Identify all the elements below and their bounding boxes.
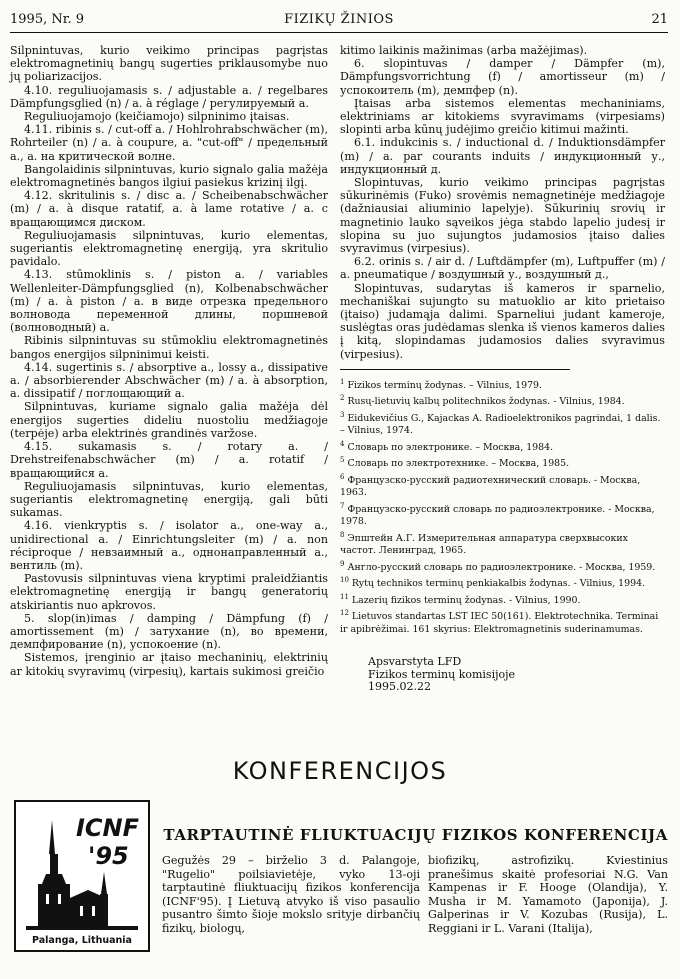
term-entry: 6. slopintuvas / damper / Dämpfer (m), Dämpfungsvorrichtung (f) / amortisseur (m) / успокоитель (m), демпфер (n). <box>340 57 665 97</box>
page-header <box>10 10 668 33</box>
footnote: $^1$ Fizikos terminų žodynas. – Vilnius, 1979. <box>340 377 542 391</box>
svg-text:ICNF: ICNF <box>76 814 140 842</box>
footnote: $^6$ Французско-русский радиотехнический словарь. - Москва, 1963. <box>340 472 641 499</box>
paragraph: Įtaisas arba sistemos elementas mechaniniams, elektriniams ar kitokiems svyravimams (virpesiams) slopinti arba kūnų judėjimo greičio kitimui mažinti. <box>340 96 665 137</box>
article-text: Gegužės 29 – birželio 3 d. Palangoje, "Rugelio" poilsiavietėje, vyko 13-oji tarptautinė fliuktuacijų fizikos konferencija (ICNF'95). Į Lietuvą atvyko iš viso pasaulio pusantro šimto šioje mokslo srityje dirbančių fizikų, biologų, <box>162 854 420 935</box>
term-entry: 6.2. orinis s. / air d. / Luftdämpfer (m), Luftpuffer (m) / a. pneumatique / воздушный у., воздушный д., <box>340 255 665 282</box>
term-entry: 5. slop(in)imas / damping / Dämpfung (f) / amortissement (m) / затухание (n), во времени, демпфирование (n), успокоение (n). <box>10 611 328 652</box>
footnote: $^3$ Eidukevičius G., Kajackas A. Radioelektronikos pagrindai, 1 dalis. – Vilnius, 1974. <box>340 410 661 437</box>
article-column-2 <box>428 854 668 936</box>
page-number: 21 <box>651 12 668 27</box>
paragraph: Reguliuojamojo (keičiamojo) silpninimo įtaisas. <box>24 110 290 124</box>
signature-line: Fizikos terminų komisijoje <box>368 667 516 681</box>
church-spire-icon <box>16 802 148 950</box>
footnote: $^9$ Англо-русский словарь по радиоэлектронике. - Москва, 1959. <box>340 559 656 573</box>
paragraph: Silpnintuvas, kurio veikimo principas pagrįstas elektromagnetinių bangų sugerties priklausomybe nuo jų poliarizacijos. <box>10 44 328 84</box>
approval-signature <box>368 656 665 694</box>
left-column <box>10 44 328 678</box>
paragraph: Pastovusis silpnintuvas viena kryptimi praleidžiantis elektromagnetinę energiją ir bangų generatorių atskiriantis nuo apkrovos. <box>10 572 328 612</box>
article-text: biofizikų, astrofizikų. Kviestinius pranešimus skaitė profesoriai N.G. Van Kampenas ir F. Hooge (Olandija), Y. Musha ir M. Yamamoto (Japonija), J. Galperinas ir V. Kozubas (Rusija), L. Reggiani ir L. Varani (Italija), <box>428 854 668 935</box>
term-entry: 4.11. ribinis s. / cut-off a. / Hohlrohrabschwächer (m), Rohrteiler (n) / a. à coupure, a. "cut-off" / предельный а., а. на критической волне. <box>10 123 328 163</box>
article-title: TARPTAUTINĖ FLIUKTUACIJŲ FIZIKOS KONFERENCIJA <box>163 826 668 844</box>
icnf-logo <box>14 800 150 952</box>
footnotes <box>340 376 665 636</box>
footnote-divider <box>340 369 570 370</box>
footnote: $^7$ Французско-русский словарь по радиоэлектронике. - Москва, 1978. <box>340 501 655 528</box>
signature-line: Apsvarstyta LFD <box>368 655 462 669</box>
paragraph: kitimo laikinis mažinimas (arba mažėjimas). <box>340 44 588 57</box>
term-entry: 4.10. reguliuojamasis s. / adjustable a. / regelbares Dämpfungsglied (n) / a. à réglage / регулируемый а. <box>10 83 328 110</box>
paragraph: Slopintuvas, sudarytas iš kameros ir sparnelio, mechaniškai sujungto su matuoklio ar kito prietaiso (įtaiso) judamąja dalimi. Sparneliui judant kameroje, suslėgtas oras judėdamas slenka iš vienos kameros dalies į kitą, slopindamas judamosios dalies svyravimus (virpesius). <box>340 281 665 361</box>
footnote: $^{11}$ Lazerių fizikos terminų žodynas. - Vilnius, 1990. <box>340 592 581 606</box>
right-column <box>340 44 665 694</box>
paragraph: Ribinis silpnintuvas su stūmokliu elektromagnetinės bangos energijos silpninimui keisti. <box>10 334 328 361</box>
paragraph: Reguliuojamasis silpnintuvas, kurio elementas, sugeriantis elektromagnetinę energiją, yra skritulio pavidalo. <box>10 228 328 269</box>
footnote: $^{12}$ Lietuvos standartas LST IEC 50(161). Elektrotechnika. Terminai ir apibrėžimai. 161 skyrius: Elektromagnetinis suderinamumas. <box>340 609 659 635</box>
svg-text:'95: '95 <box>88 842 129 870</box>
footnote: $^{10}$ Rytų technikos terminų penkiakalbis žodynas. - Vilnius, 1994. <box>340 576 646 590</box>
paragraph: Silpnintuvas, kuriame signalo galia mažėja dėl energijos sugerties dideliu nuostoliu medžiagoje (terpėje) arba elektrinės grandinės varžose. <box>10 400 328 440</box>
term-entry: 4.12. skritulinis s. / disc a. / Scheibenabschwächer (m) / a. à disque ratatif, a. à lame rotative / а. с вращающимся диском. <box>10 189 328 229</box>
paragraph: Sistemos, įrenginio ar įtaiso mechaninių, elektrinių ar kitokių svyravimų (virpesių), kartais sukimosi greičio <box>10 651 328 678</box>
signature-date: 1995.02.22 <box>368 680 431 694</box>
term-entry: 4.13. stūmoklinis s. / piston a. / variables Wellenleiter-Dämpfungsglied (n), Kolbenabschwächer (m) / a. à piston / а. в виде отрезка предельного волновода переменной длины, поршневой (волноводный) а. <box>10 268 328 335</box>
article-column-1 <box>162 854 420 936</box>
svg-text:Palanga, Lithuania: Palanga, Lithuania <box>32 935 132 946</box>
footnote: $^5$ Словарь по электротехнике. – Москва, 1985. <box>340 456 570 470</box>
term-entry: 6.1. indukcinis s. / inductional d. / Induktionsdämpfer (m) / a. par courants induits / индукционный у., индукционный д. <box>340 136 665 176</box>
term-entry: 4.15. sukamasis s. / rotary a. / Drehstreifenabschwächer (m) / a. rotatif / вращающийся а. <box>10 440 328 480</box>
term-entry: 4.16. vienkryptis s. / isolator a., one-way a., unidirectional a. / Einrichtungsleiter (m) / a. non réciproque / невзаимный а., однонаправленный а., вентиль (m). <box>10 519 328 572</box>
term-entry: 4.14. sugertinis s. / absorptive a., lossy a., dissipative a. / absorbierender Abschwächer (m) / a. à absorption, a. dissipatif / поглощающий а. <box>10 360 328 401</box>
footnote: $^2$ Rusų-lietuvių kalbų politechnikos žodynas. - Vilnius, 1984. <box>340 394 625 408</box>
footnote: $^8$ Эпштейн А.Г. Измерительная аппаратура сверхвысоких частот. Ленинград, 1965. <box>340 530 628 557</box>
journal-title: FIZIKŲ ŽINIOS <box>284 12 394 27</box>
paragraph: Slopintuvas, kurio veikimo principas pagrįstas sūkurinėmis (Fuko) srovėmis nemagnetinėje medžiagoje (dažniausiai aliuminio lapelyje). Sūkurinių srovių ir magnetinio lauko sąveikos jėga stabdo lapelio judesį ir slopina su juo sujungtos judamosios įtaiso dalies svyravimus (virpesius). <box>340 176 665 256</box>
paragraph: Bangolaidinis silpnintuvas, kurio signalo galia mažėja elektromagnetinės bangos ilgiui pasiekus krizinį ilgį. <box>10 162 328 190</box>
issue-number: 1995, Nr. 9 <box>10 12 85 27</box>
footnote: $^4$ Словарь по электронике. – Москва, 1984. <box>340 439 554 453</box>
paragraph: Reguliuojamasis silpnintuvas, kurio elementas, sugeriantis elektromagnetinę energiją, gali būti sukamas. <box>10 479 328 520</box>
section-title: KONFERENCIJOS <box>232 757 448 785</box>
